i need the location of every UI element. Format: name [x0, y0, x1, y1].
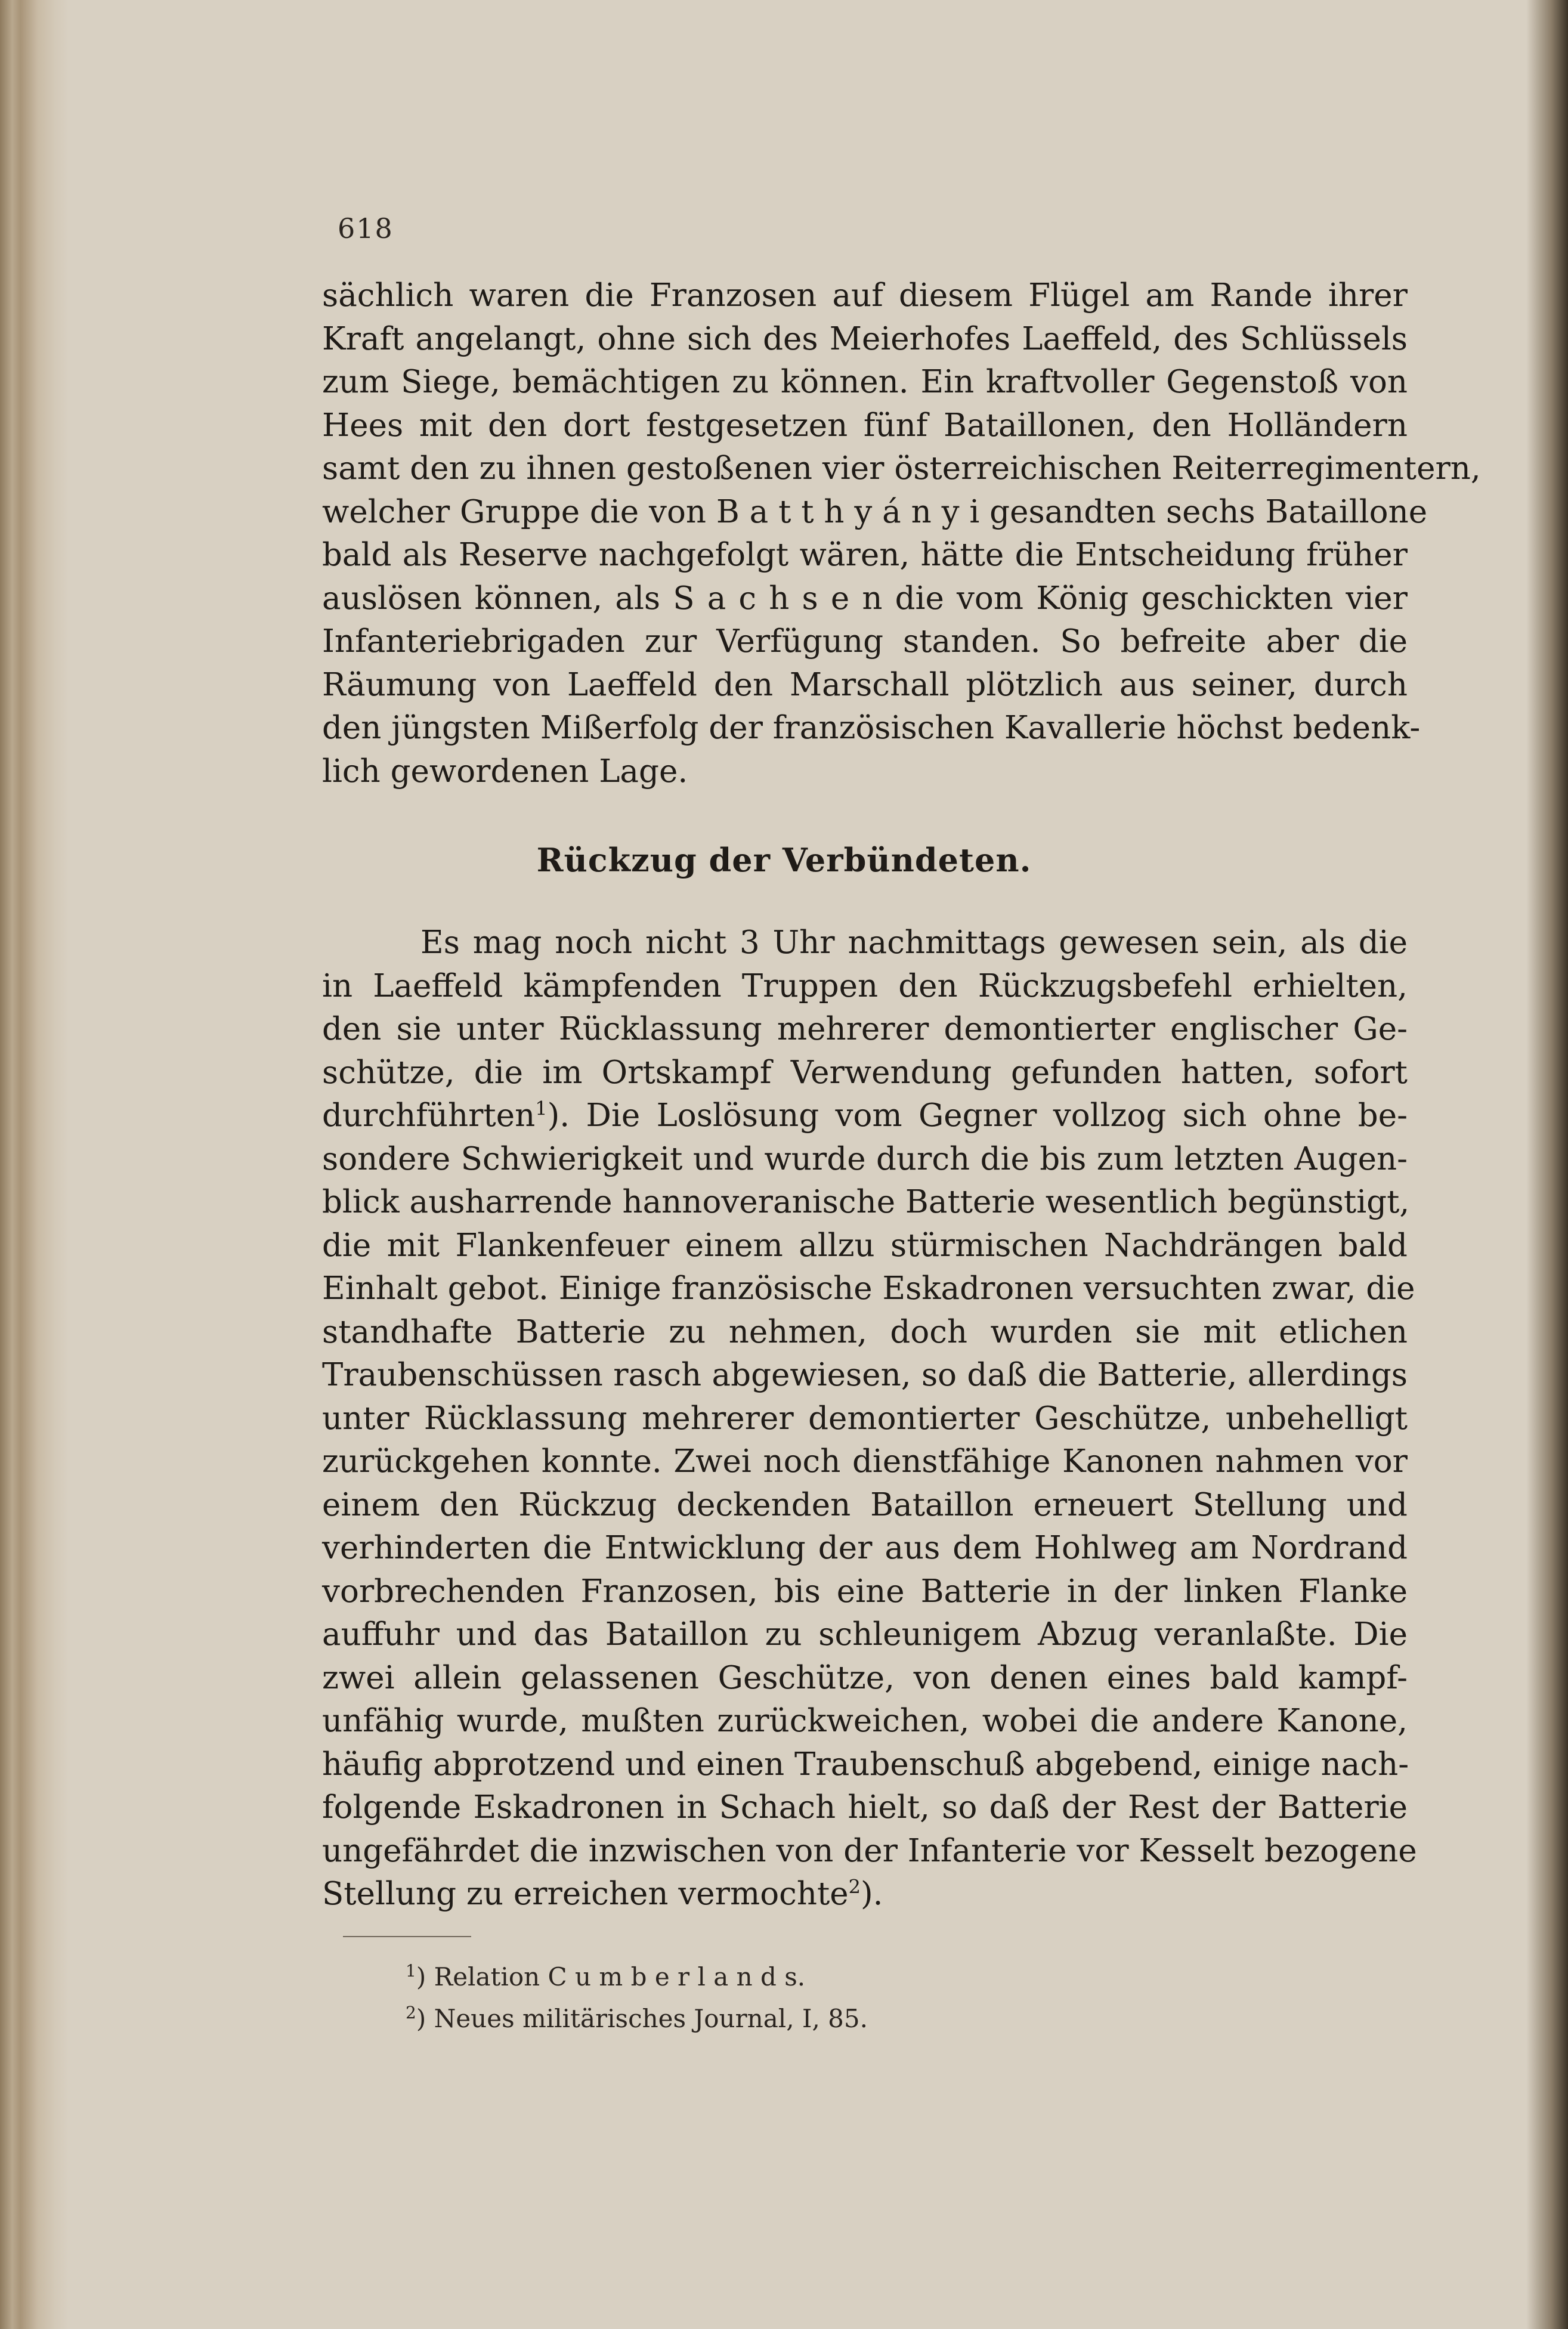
footnotes [406, 1953, 868, 2037]
footnote-1 [406, 1953, 868, 1995]
text-line: vorbrechenden Franzosen, bis eine Batterie in der linken Flanke [322, 1573, 1408, 1610]
text-line: welcher Gruppe die von B a t t h y á n y i gesandten sechs Bataillone [322, 493, 1428, 530]
footnote-divider [343, 1936, 471, 1937]
line-text: Stellung zu erreichen vermochte [322, 1876, 849, 1912]
text-line: zurückgehen konnte. Zwei noch dienstfähige Kanonen nahmen vor [322, 1443, 1408, 1480]
text-line: Einhalt gebot. Einige französische Eskadronen versuchten zwar, die [322, 1270, 1415, 1307]
paragraph-2 [322, 921, 1417, 1916]
line-text-rest: ). Die Loslösung vom Gegner vollzog sich ohne be- [547, 1097, 1408, 1134]
text-line: blick ausharrende hannoveranische Batterie wesentlich begünstigt, [322, 1184, 1410, 1220]
footnote-mark: 1 [406, 1961, 416, 1981]
text-line: unfähig wurde, mußten zurückweichen, wobei die andere Kanone, [322, 1703, 1408, 1739]
text-line: in Laeffeld kämpfenden Truppen den Rückzugsbefehl erhielten, [322, 967, 1408, 1004]
text-line: lich gewordenen Lage. [322, 753, 688, 790]
book-binding-edge [0, 0, 69, 2329]
text-line: Kraft angelangt, ohne sich des Meierhofes Laeffeld, des Schlüssels [322, 320, 1408, 357]
text-line: Traubenschüssen rasch abgewiesen, so daß die Batterie, allerdings [322, 1357, 1408, 1393]
text-line: auffuhr und das Bataillon zu schleunigem Abzug veranlaßte. Die [322, 1616, 1408, 1653]
footnote-2 [406, 1995, 868, 2037]
text-line: zwei allein gelassenen Geschütze, von denen eines bald kampf- [322, 1659, 1408, 1696]
page-edge-shadow [1526, 0, 1568, 2329]
text-line-with-footnote-ref [322, 1094, 1408, 1138]
page-number: 618 [338, 212, 394, 245]
text-line: sächlich waren die Franzosen auf diesem Flügel am Rande ihrer [322, 277, 1408, 314]
line-text-rest: ). [861, 1876, 883, 1912]
text-line-with-footnote-ref [322, 1873, 1408, 1916]
text-line: folgende Eskadronen in Schach hielt, so daß der Rest der Batterie [322, 1789, 1408, 1826]
text-line: Räumung von Laeffeld den Marschall plötzlich aus seiner, durch [322, 666, 1408, 703]
footnote-text: ) Relation C u m b e r l a n d s. [416, 1962, 806, 1991]
footnote-text: ) Neues militärisches Journal, I, 85. [416, 2004, 868, 2033]
footnote-mark: 2 [406, 2003, 416, 2022]
text-line: Infanteriebrigaden zur Verfügung standen. So befreite aber die [322, 623, 1408, 660]
text-line: ungefährdet die inzwischen von der Infanterie vor Kesselt bezogene [322, 1832, 1417, 1869]
text-line: häufig abprotzend und einen Traubenschuß abgebend, einige nach- [322, 1746, 1409, 1783]
text-line: verhinderten die Entwicklung der aus dem Hohlweg am Nordrand [322, 1530, 1408, 1566]
text-line: samt den zu ihnen gestoßenen vier österreichischen Reiterregimentern, [322, 450, 1481, 487]
text-line: die mit Flankenfeuer einem allzu stürmischen Nachdrängen bald [322, 1227, 1408, 1264]
text-line: einem den Rückzug deckenden Bataillon erneuert Stellung und [322, 1486, 1408, 1523]
text-line: den sie unter Rücklassung mehrerer demontierter englischer Ge- [322, 1011, 1408, 1047]
section-heading: Rückzug der Verbündeten. [536, 841, 1032, 879]
footnote-ref-1: 1 [535, 1097, 548, 1120]
text-line: unter Rücklassung mehrerer demontierter Geschütze, unbehelligt [322, 1400, 1408, 1437]
text-line: auslösen können, als S a c h s e n die vom König geschickten vier [322, 580, 1408, 617]
text-line: Es mag noch nicht 3 Uhr nachmittags gewesen sein, als die [420, 924, 1408, 961]
text-line: schütze, die im Ortskampf Verwendung gefunden hatten, sofort [322, 1054, 1408, 1091]
text-line: den jüngsten Mißerfolg der französischen Kavallerie höchst bedenk- [322, 710, 1421, 746]
text-line: zum Siege, bemächtigen zu können. Ein kraftvoller Gegenstoß von [322, 364, 1408, 400]
footnote-ref-2: 2 [848, 1875, 861, 1898]
text-line: bald als Reserve nachgefolgt wären, hätte die Entscheidung früher [322, 537, 1408, 573]
text-line: standhafte Batterie zu nehmen, doch wurden sie mit etlichen [322, 1313, 1408, 1350]
paragraph-1 [322, 274, 1481, 793]
text-line: sondere Schwierigkeit und wurde durch die bis zum letzten Augen- [322, 1140, 1408, 1177]
line-text: durchführten [322, 1097, 536, 1134]
text-line: Hees mit den dort festgesetzen fünf Bataillonen, den Holländern [322, 407, 1408, 444]
